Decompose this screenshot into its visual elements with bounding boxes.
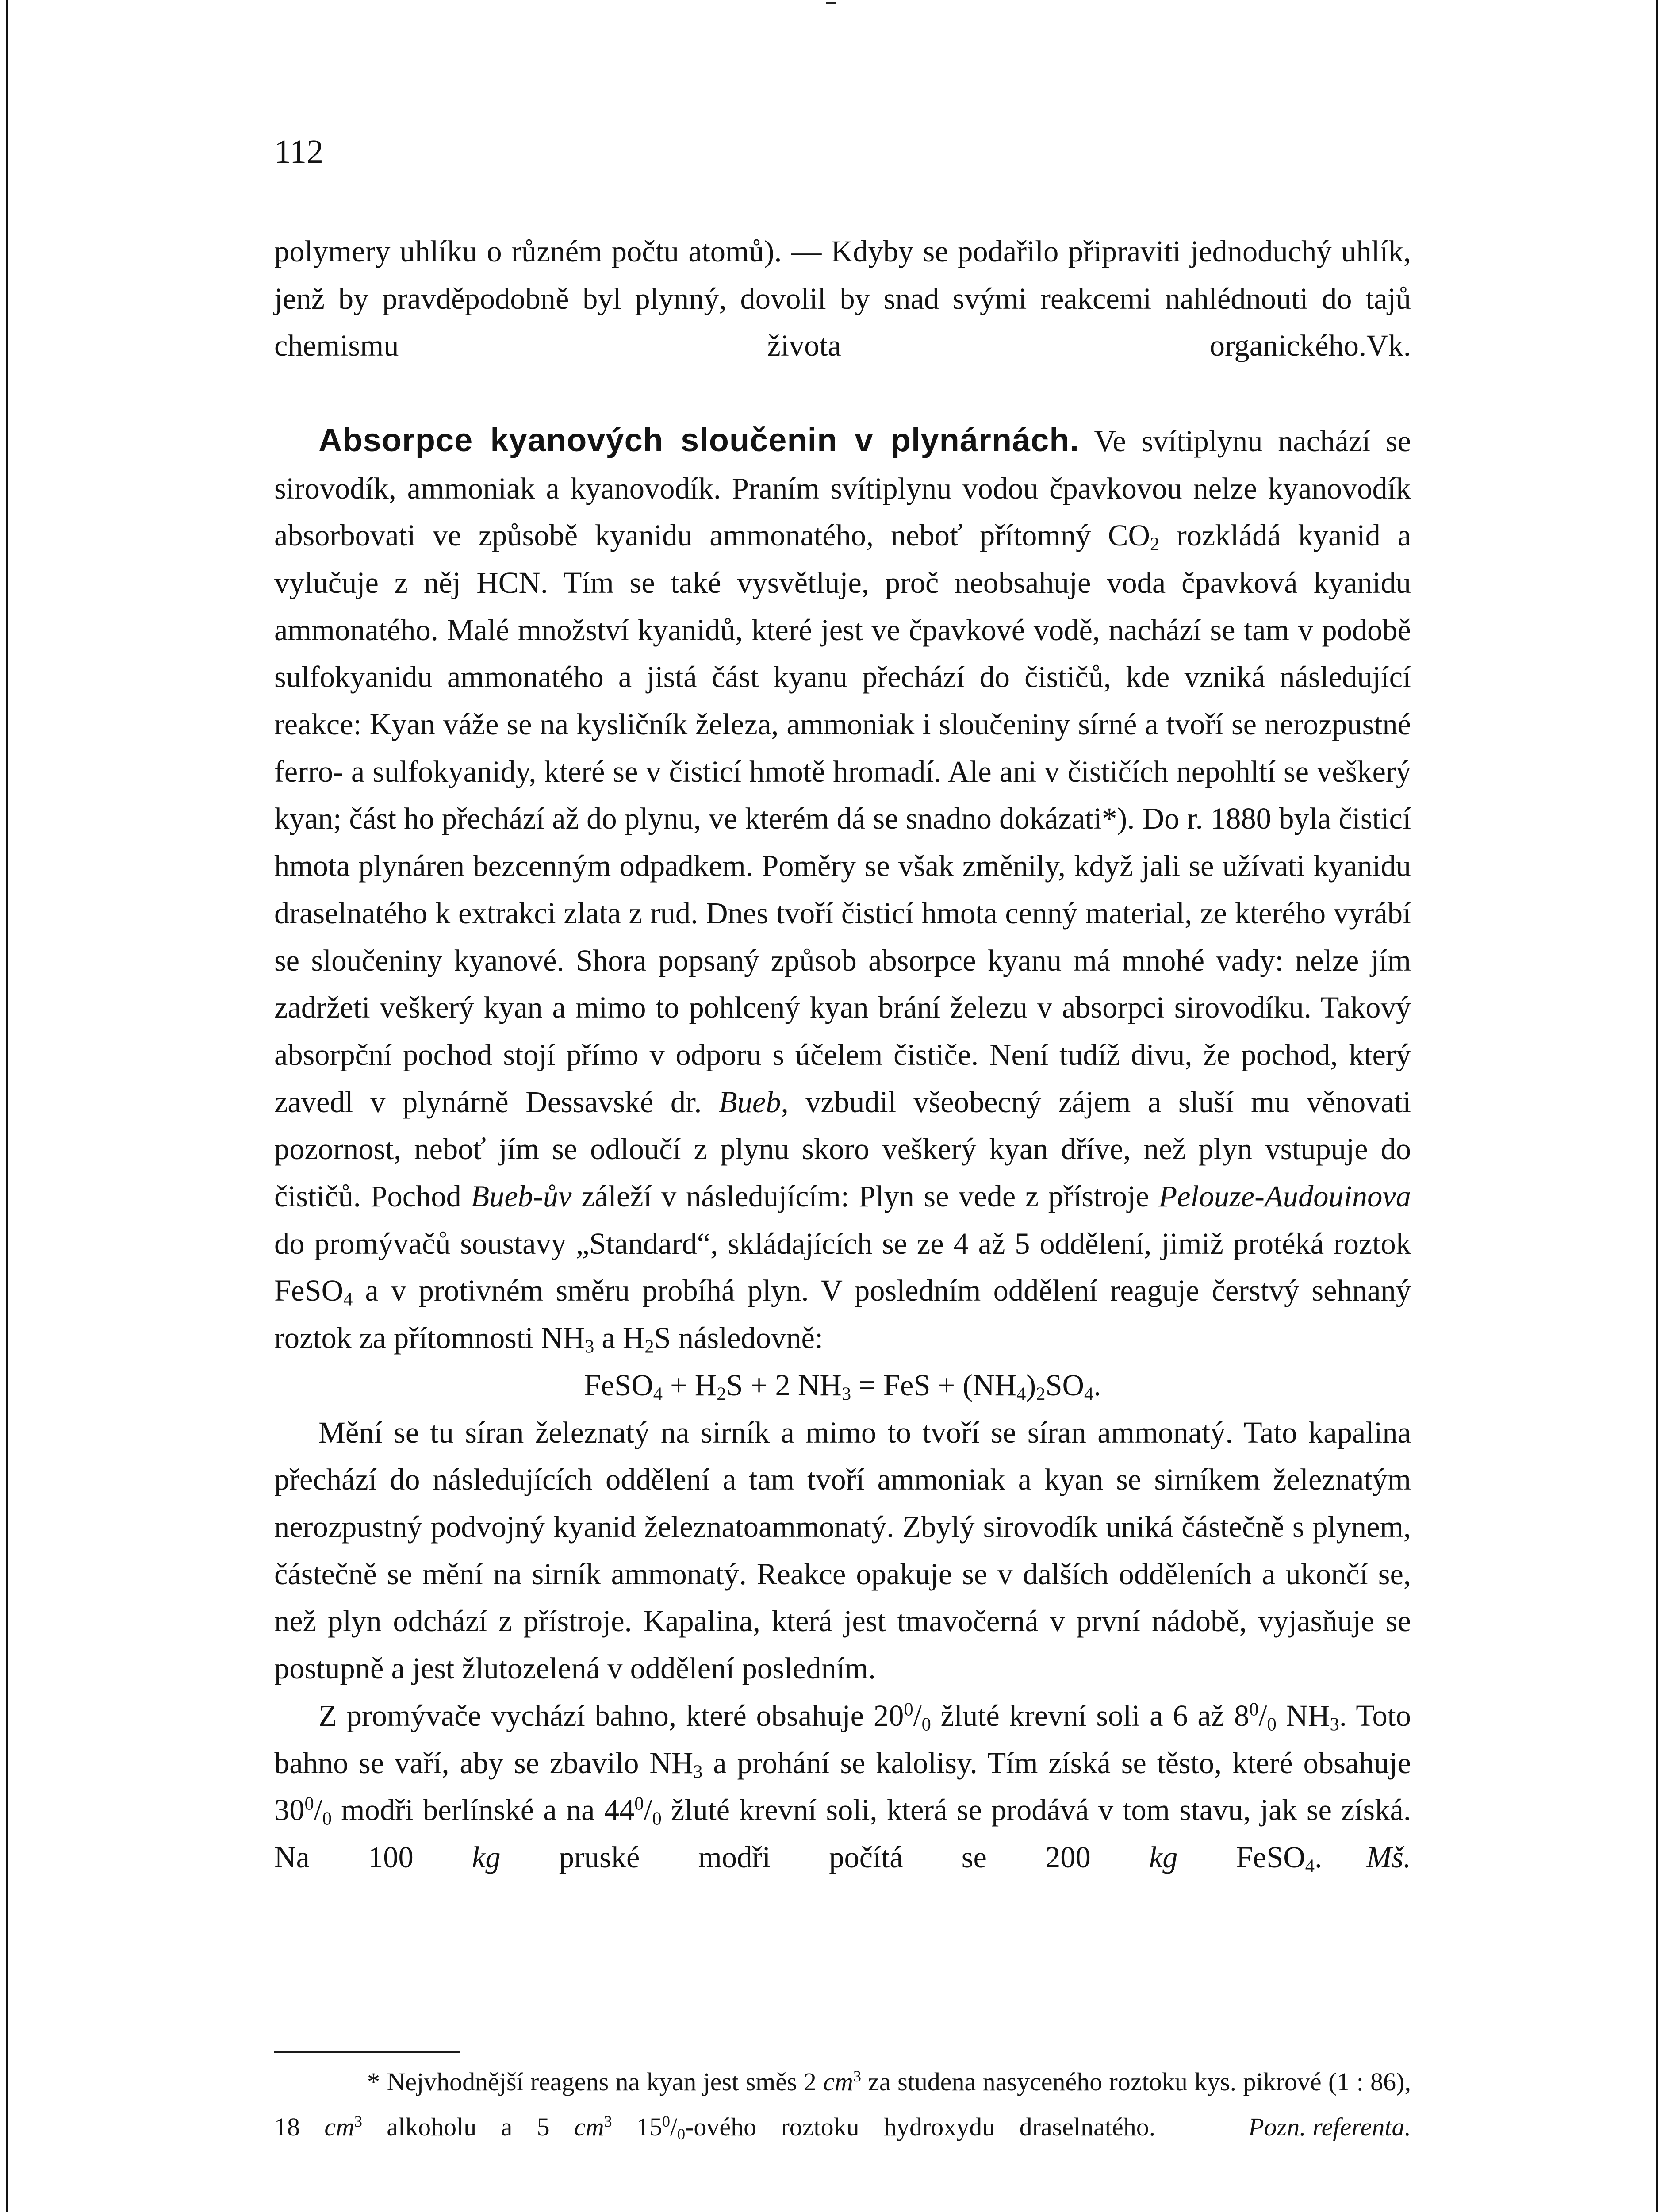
percent-slash: /	[670, 2112, 678, 2141]
eq-part: SO	[1045, 1368, 1085, 1402]
text-run: žluté krevní soli a 6 až 8	[931, 1698, 1250, 1732]
percent-sup: 0	[1249, 1699, 1259, 1720]
top-scan-mark	[826, 2, 836, 4]
percent-sub: 0	[677, 2125, 686, 2143]
signature-ms: Mš.	[1366, 1840, 1411, 1874]
subscript: 3	[1330, 1714, 1339, 1735]
paragraph-absorpce	[274, 417, 1411, 1362]
section-heading: Absorpce kyanových sloučenin v plynárnách.	[318, 421, 1080, 458]
percent-slash: /	[1258, 1698, 1267, 1732]
percent-slash: /	[644, 1793, 652, 1827]
name-pelouze-audouinova: Pelouze-Audouinova	[1158, 1179, 1411, 1214]
unit-cm: cm	[324, 2112, 354, 2141]
percent-sup: 0	[634, 1793, 644, 1814]
percent-sup: 0	[904, 1699, 913, 1720]
text-run: a H	[594, 1321, 645, 1355]
percent-sub: 0	[1267, 1714, 1277, 1735]
footnote	[274, 2059, 1411, 2195]
eq-part: FeSO	[584, 1368, 653, 1402]
text-run: žluté krevní soli, která se prodává v tom stavu, jak se získá. Na 100	[274, 1793, 1411, 1874]
page-number: 112	[274, 133, 324, 170]
paragraph-bahno	[274, 1692, 1411, 1928]
percent-sub: 0	[921, 1714, 931, 1735]
eq-sub: 4	[1084, 1383, 1094, 1405]
signature-vk: Vk.	[1366, 329, 1411, 363]
text-run: a prohání se kalolisy. Tím získá se těsto, které obsahuje 30	[274, 1746, 1411, 1827]
eq-part: .	[1093, 1368, 1101, 1402]
eq-sub: 2	[717, 1383, 726, 1405]
percent-sub: 0	[322, 1808, 332, 1829]
superscript: 3	[853, 2067, 861, 2085]
text-run: rozkládá kyanid a vylučuje z něj HCN. Tím se také vysvětluje, proč neobsahuje voda čpavková kyanidu ammonatého. Malé množství kyanidů, které jest ve čpavkové vodě, nachází se tam v podobě sulfokyanidu ammonatého a jistá část kyanu přechází do čističů, kde vzniká následující reakce: Kyan váže se na kysličník železa, ammoniak i sloučeniny sírné a tvoří se nerozpustné ferro- a sulfokyanidy, které se v čisticí hmotě hromadí. Ale ani v čističích nepohltí se veškerý kyan; část ho přechází až do plynu, ve kterém dá se snadno dokázati*). Do r. 1880 byla čisticí hmota plynáren bezcenným odpadkem. Poměry se však změnily, když jali se užívati kyanidu draselnatého k extrakci zlata z rud. Dnes tvoří čisticí hmota cenný material, ze kterého vyrábí se sloučeniny kyanové. Shora popsaný způsob absorpce kyanu má mnohé vady: nelze jím zadržeti veškerý kyan a mimo to pohlcený kyan brání železu v absorpci sirovodíku. Takový absorpční pochod stojí přímo v odporu s účelem čističe. Není tudíž divu, že pochod, který zavedl v plynárně Dessavské dr.	[274, 518, 1411, 1119]
footnote-divider	[274, 2051, 460, 2053]
text-run: NH	[1276, 1698, 1330, 1732]
main-text	[274, 228, 1411, 1928]
footnote-text	[274, 2059, 1411, 2195]
text-run: -ového roztoku hydroxydu draselnatého.	[685, 2112, 1156, 2141]
eq-part: )	[1026, 1368, 1036, 1402]
text-run: modři berlínské a na 44	[332, 1793, 635, 1827]
text-run: pruské modři počítá se 200	[500, 1840, 1149, 1874]
text-run: alkoholu a 5	[362, 2112, 575, 2141]
footnote-signature: Pozn. referenta.	[1248, 2112, 1411, 2141]
eq-sub: 4	[653, 1383, 663, 1405]
subscript: 2	[644, 1336, 654, 1357]
percent-slash: /	[314, 1793, 322, 1827]
name-bueb: Bueb	[718, 1085, 781, 1119]
text-run: Z promývače vychází bahno, které obsahuje 20	[318, 1698, 904, 1732]
unit-cm: cm	[574, 2112, 604, 2141]
subscript: 4	[1305, 1855, 1315, 1877]
eq-part: = FeS + (NH	[851, 1368, 1017, 1402]
chemical-equation	[274, 1362, 1411, 1409]
text-run: záleží v následujícím: Plyn se vede z přístroje	[571, 1179, 1159, 1214]
eq-sub: 4	[1016, 1383, 1026, 1405]
eq-sub: 2	[1036, 1383, 1046, 1405]
eq-part: + H	[662, 1368, 717, 1402]
superscript: 3	[354, 2112, 362, 2131]
subscript: 4	[343, 1289, 353, 1310]
subscript: 2	[1150, 534, 1160, 555]
text-run: * Nejvhodnější reagens na kyan jest směs 2	[367, 2067, 824, 2096]
text-run: Ve svítiplynu nachází se sirovodík, ammoniak a kyanovodík. Praním svítiplynu vodou čpavkovou nelze kyanovodík absorbovati ve způsobě kyanidu ammonatého, neboť přítomný CO	[274, 424, 1411, 553]
paragraph-polymers	[274, 228, 1411, 417]
percent-sup: 0	[662, 2112, 670, 2131]
percent-sub: 0	[652, 1808, 662, 1829]
eq-sub: 3	[841, 1383, 851, 1405]
text-run: , vzbudil všeobecný zájem a sluší mu věnovati pozornost, neboť jím se odloučí z plynu skoro veškerý kyan dříve, než plyn vstupuje do čističů. Pochod	[274, 1085, 1411, 1214]
text-run: za studena nasyceného roztoku kys. pikrové (1 : 86), 18	[274, 2067, 1411, 2141]
text-run: 15	[612, 2112, 662, 2141]
text-run: . Toto bahno se vaří, aby se zbavilo NH	[274, 1698, 1411, 1780]
unit-kg: kg	[472, 1840, 501, 1874]
text-run: FeSO	[1177, 1840, 1305, 1874]
subscript: 3	[693, 1761, 703, 1782]
text-run: a v protivném směru probíhá plyn. V posledním oddělení reaguje čerstvý sehnaný roztok za přítomnosti NH	[274, 1274, 1411, 1355]
text-run: do promývačů soustavy „Standard“, skládajících se ze 4 až 5 oddělení, jimiž protéká roztok FeSO	[274, 1226, 1411, 1308]
subscript: 3	[585, 1336, 594, 1357]
text-run: .	[1315, 1840, 1323, 1874]
name-bueb-uv: Bueb-ův	[471, 1179, 572, 1214]
percent-sup: 0	[304, 1793, 314, 1814]
unit-kg: kg	[1149, 1840, 1178, 1874]
unit-cm: cm	[823, 2067, 853, 2096]
percent-slash: /	[913, 1698, 922, 1732]
superscript: 3	[604, 2112, 612, 2131]
paragraph-text: polymery uhlíku o různém počtu atomů). — Kdyby se podařilo připraviti jednoduchý uhlík, jenž by pravděpodobně byl plynný, dovolil by snad svými reakcemi nahlédnouti do tajů chemismu života organického.	[274, 234, 1411, 363]
text-run: S následovně:	[654, 1321, 823, 1355]
eq-part: S + 2 NH	[726, 1368, 842, 1402]
paragraph-siran: Mění se tu síran železnatý na sirník a mimo to tvoří se síran ammonatý. Tato kapalina přechází do následujících oddělení a tam tvoří ammoniak a kyan se sirníkem železnatým nerozpustný podvojný kyanid železnatoammonatý. Zbylý sirovodík uniká částečně s plynem, částečně se mění na sirník ammonatý. Reakce opakuje se v dalších odděleních a ukončí se, než plyn odchází z přístroje. Kapalina, která jest tmavočerná v první nádobě, vyjasňuje se postupně a jest žlutozelená v oddělení posledním.	[274, 1415, 1411, 1686]
